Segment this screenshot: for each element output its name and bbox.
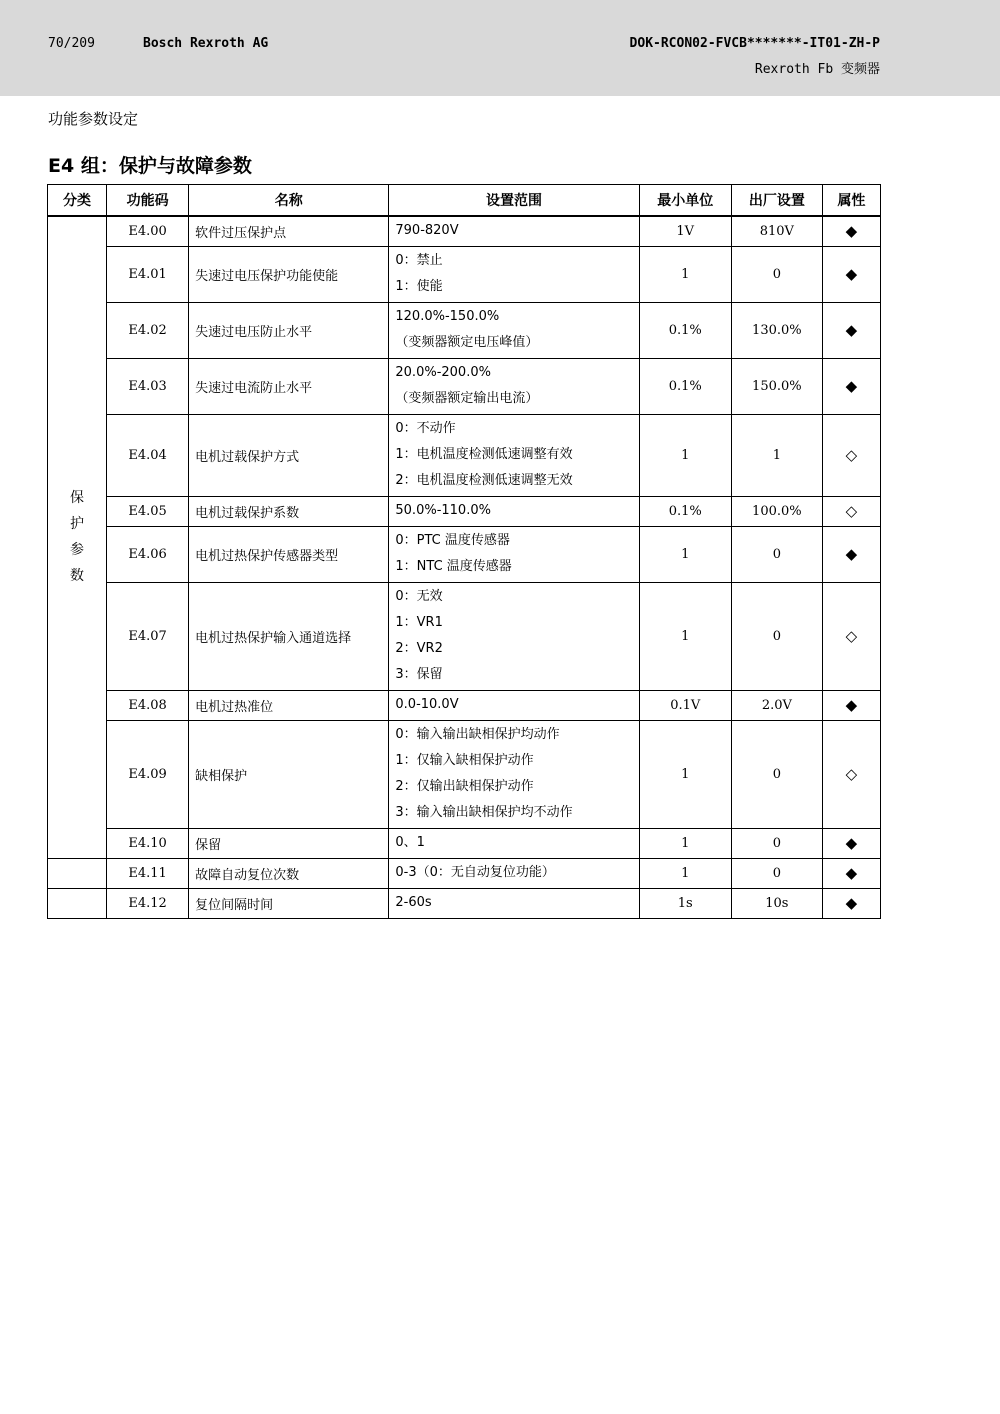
function-code: E4.08 [107, 690, 189, 720]
min-unit: 0.1V [639, 690, 731, 720]
table-row [48, 302, 881, 358]
parameter-name: 失速过电压防止水平 [189, 302, 389, 358]
filled-diamond-icon: ◆ [822, 526, 880, 582]
min-unit: 1 [639, 858, 731, 888]
column-header: 出厂设置 [731, 185, 822, 217]
function-code: E4.01 [107, 246, 189, 302]
table-row [48, 414, 881, 496]
min-unit: 1 [639, 414, 731, 496]
range-line: 0：不动作 [395, 421, 456, 436]
range-line: 3：保留 [395, 667, 443, 682]
min-unit: 1 [639, 246, 731, 302]
parameter-name: 缺相保护 [189, 720, 389, 828]
factory-default: 130.0% [731, 302, 822, 358]
parameter-name: 电机过热准位 [189, 690, 389, 720]
column-header: 设置范围 [389, 185, 639, 217]
range-line: 2：仅输出缺相保护动作 [395, 779, 534, 794]
function-code: E4.07 [107, 582, 189, 690]
parameter-name: 保留 [189, 828, 389, 858]
function-code: E4.11 [107, 858, 189, 888]
range-line: 1：VR1 [395, 615, 443, 630]
factory-default: 0 [731, 246, 822, 302]
function-code: E4.12 [107, 888, 189, 918]
table-row [48, 858, 881, 888]
table-row [48, 582, 881, 690]
range-line: 120.0%-150.0% [395, 309, 500, 324]
range-line: 2-60s [395, 895, 432, 910]
column-header: 属性 [822, 185, 880, 217]
hollow-diamond-icon: ◇ [822, 414, 880, 496]
filled-diamond-icon: ◆ [822, 216, 880, 246]
table-row [48, 358, 881, 414]
factory-default: 0 [731, 582, 822, 690]
product-name: Rexroth Fb 变频器 [754, 62, 880, 77]
setting-range [389, 888, 639, 918]
filled-diamond-icon: ◆ [822, 828, 880, 858]
function-code: E4.00 [107, 216, 189, 246]
table-row [48, 246, 881, 302]
factory-default: 810V [731, 216, 822, 246]
parameter-table [47, 184, 881, 919]
filled-diamond-icon: ◆ [822, 888, 880, 918]
function-code: E4.05 [107, 496, 189, 526]
factory-default: 10s [731, 888, 822, 918]
parameter-name: 电机过载保护系数 [189, 496, 389, 526]
factory-default: 100.0% [731, 496, 822, 526]
range-line: 0：禁止 [395, 253, 443, 268]
setting-range [389, 858, 639, 888]
table-row [48, 690, 881, 720]
table-row [48, 888, 881, 918]
table-header-row [48, 185, 881, 217]
document-id: DOK-RCON02-FVCB*******-IT01-ZH-P [629, 36, 880, 51]
page-number: 70/209 [48, 36, 95, 51]
min-unit: 0.1% [639, 302, 731, 358]
table-row [48, 720, 881, 828]
company-name: Bosch Rexroth AG [143, 36, 269, 51]
hollow-diamond-icon: ◇ [822, 496, 880, 526]
parameter-name: 电机过热保护输入通道选择 [189, 582, 389, 690]
hollow-diamond-icon: ◇ [822, 582, 880, 690]
filled-diamond-icon: ◆ [822, 858, 880, 888]
min-unit: 0.1% [639, 496, 731, 526]
range-line: （变频器额定电压峰值） [395, 335, 539, 350]
range-line: 0：无效 [395, 589, 443, 604]
category-char: 保 [70, 490, 85, 507]
page-header [0, 0, 1000, 96]
category-cell [48, 216, 107, 858]
column-header: 最小单位 [639, 185, 731, 217]
column-header: 名称 [189, 185, 389, 217]
parameter-name: 电机过热保护传感器类型 [189, 526, 389, 582]
min-unit: 1 [639, 526, 731, 582]
range-line: 0：PTC 温度传感器 [395, 533, 510, 548]
setting-range [389, 216, 639, 246]
function-code: E4.09 [107, 720, 189, 828]
filled-diamond-icon: ◆ [822, 246, 880, 302]
range-line: 1：仅输入缺相保护动作 [395, 753, 534, 768]
setting-range [389, 828, 639, 858]
category-cell-empty [48, 858, 107, 888]
setting-range [389, 414, 639, 496]
column-header: 分类 [48, 185, 107, 217]
function-code: E4.04 [107, 414, 189, 496]
range-line: 790-820V [395, 223, 459, 239]
parameter-name: 复位间隔时间 [189, 888, 389, 918]
table-row [48, 496, 881, 526]
category-cell-empty [48, 888, 107, 918]
factory-default: 0 [731, 858, 822, 888]
table-row [48, 828, 881, 858]
category-char: 数 [70, 568, 85, 585]
range-line: 50.0%-110.0% [395, 503, 491, 518]
function-code: E4.06 [107, 526, 189, 582]
factory-default: 0 [731, 828, 822, 858]
setting-range [389, 720, 639, 828]
parameter-name: 软件过压保护点 [189, 216, 389, 246]
filled-diamond-icon: ◆ [822, 358, 880, 414]
category-char: 参 [70, 542, 85, 559]
range-line: 2：电机温度检测低速调整无效 [395, 473, 573, 488]
category-char: 护 [70, 516, 85, 533]
setting-range [389, 358, 639, 414]
factory-default: 0 [731, 720, 822, 828]
factory-default: 150.0% [731, 358, 822, 414]
setting-range [389, 690, 639, 720]
setting-range [389, 246, 639, 302]
range-line: 1：电机温度检测低速调整有效 [395, 447, 573, 462]
setting-range [389, 302, 639, 358]
function-code: E4.10 [107, 828, 189, 858]
min-unit: 1s [639, 888, 731, 918]
min-unit: 1 [639, 582, 731, 690]
range-line: 0-3（0：无自动复位功能） [395, 865, 555, 880]
function-code: E4.03 [107, 358, 189, 414]
filled-diamond-icon: ◆ [822, 690, 880, 720]
table-title: E4 组：保护与故障参数 [48, 155, 252, 177]
range-line: 1：NTC 温度传感器 [395, 559, 512, 574]
range-line: 2：VR2 [395, 641, 443, 656]
function-code: E4.02 [107, 302, 189, 358]
hollow-diamond-icon: ◇ [822, 720, 880, 828]
range-line: 3：输入输出缺相保护均不动作 [395, 805, 573, 820]
setting-range [389, 496, 639, 526]
section-heading: 功能参数设定 [48, 110, 139, 128]
setting-range [389, 526, 639, 582]
parameter-name: 电机过载保护方式 [189, 414, 389, 496]
setting-range [389, 582, 639, 690]
min-unit: 1 [639, 720, 731, 828]
factory-default: 0 [731, 526, 822, 582]
range-line: 0、1 [395, 835, 425, 850]
range-line: （变频器额定输出电流） [395, 391, 539, 406]
factory-default: 1 [731, 414, 822, 496]
parameter-name: 失速过电流防止水平 [189, 358, 389, 414]
min-unit: 1 [639, 828, 731, 858]
parameter-name: 失速过电压保护功能使能 [189, 246, 389, 302]
range-line: 20.0%-200.0% [395, 365, 491, 380]
parameter-name: 故障自动复位次数 [189, 858, 389, 888]
factory-default: 2.0V [731, 690, 822, 720]
table-row [48, 526, 881, 582]
min-unit: 0.1% [639, 358, 731, 414]
min-unit: 1V [639, 216, 731, 246]
table-row [48, 216, 881, 246]
range-line: 0.0-10.0V [395, 697, 459, 712]
column-header: 功能码 [107, 185, 189, 217]
filled-diamond-icon: ◆ [822, 302, 880, 358]
range-line: 1：使能 [395, 279, 443, 294]
range-line: 0：输入输出缺相保护均动作 [395, 727, 560, 742]
